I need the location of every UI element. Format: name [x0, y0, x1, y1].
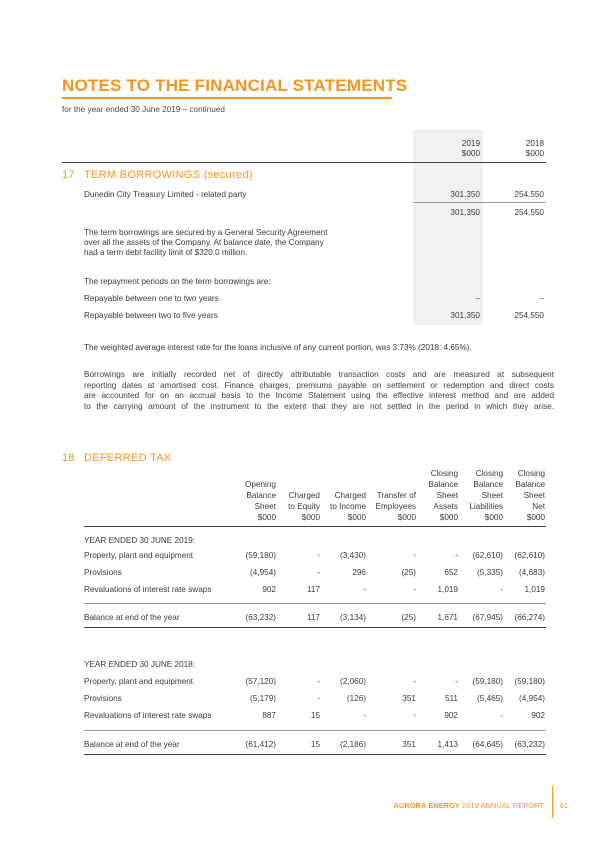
dt-col1-header-l4: Sheet [254, 502, 276, 511]
note17-total-2018: 254,550 [514, 208, 544, 217]
y2018-row2-col3: (126) [346, 694, 366, 703]
policy-line4: to the carrying amount of the instrument to the extent that they are not settled in the period in which they arise. [84, 401, 554, 411]
y2019-row2-col6: (5,335) [477, 568, 503, 577]
y2019-row2-col7: (4,683) [519, 568, 545, 577]
note17-repay-intro: The repayment periods on the term borrowings are: [84, 277, 271, 286]
y2019-row1-col6: (62,610) [472, 551, 503, 560]
y2018-total-col1: (61,412) [245, 740, 276, 749]
footer-separator [552, 786, 553, 818]
y2019-row1-col3: (3,430) [340, 551, 366, 560]
y2018-row2-col1: (5,179) [250, 694, 276, 703]
note17-repay1-2019: – [475, 294, 480, 303]
note17-row1-label: Dunedin City Treasury Limited - related party [84, 190, 247, 199]
y2018-row1-col6: (59,180) [472, 677, 503, 686]
y2018-total-col7: (63,232) [514, 740, 545, 749]
y2019-row1-col7: (62,610) [514, 551, 545, 560]
page-title: NOTES TO THE FINANCIAL STATEMENTS [62, 76, 408, 95]
dt-col2-header-l4: to Equity [288, 502, 320, 511]
note17-row1-2019: 301,350 [450, 190, 480, 199]
dt-col7-header-l5: $000 [526, 513, 545, 522]
dt-2019-heading: YEAR ENDED 30 JUNE 2019: [84, 536, 196, 545]
y2018-row3-col6: - [500, 711, 503, 720]
dt-col1-header-l2: Opening [245, 480, 276, 489]
footer-report-name [380, 801, 544, 810]
y2018-row1-col5: - [455, 677, 458, 686]
y2018-row3-col7: 902 [531, 711, 545, 720]
y2019-row1-col4: - [413, 551, 416, 560]
colhead-rule [62, 162, 546, 163]
y2018-total-label: Balance at end of the year [84, 740, 180, 749]
y2019-row1-col5: - [455, 551, 458, 560]
note17-repay2-2018: 254,550 [514, 311, 544, 320]
y2018-row2-col6: (5,465) [477, 694, 503, 703]
dt-col7-header-l4: Net [532, 502, 545, 511]
y2018-row3-col3: - [363, 711, 366, 720]
y2019-row2-col5: 652 [444, 568, 458, 577]
colhead-2018-year: 2018 [525, 139, 544, 148]
y2019-total-col1: (63,232) [245, 613, 276, 622]
note17-security-line1: The term borrowings are secured by a General Security Agreement [84, 228, 328, 237]
dt-col7-header-l2: Balance [515, 480, 545, 489]
dt-col1-header-l3: Balance [246, 491, 276, 500]
note18-title: DEFERRED TAX [84, 452, 172, 464]
dt-2018-total-rule [84, 754, 546, 755]
note17-repay2-2019: 301,350 [450, 311, 480, 320]
y2019-total-col7: (66,274) [514, 613, 545, 622]
dt-col2-header-l3: Charged [288, 491, 320, 500]
dt-col2-header-l5: $000 [301, 513, 320, 522]
note17-policy-paragraph [84, 370, 554, 412]
y2019-total-col5: 1,671 [437, 613, 458, 622]
dt-2019-total-rule [84, 627, 546, 628]
y2018-row2-col2: - [317, 694, 320, 703]
y2019-total-col3: (3,134) [340, 613, 366, 622]
y2018-row2-label: Provisions [84, 694, 122, 703]
y2018-total-col6: (64,645) [472, 740, 503, 749]
y2018-total-col3: (2,186) [340, 740, 366, 749]
dt-col3-header-l4: to Income [330, 502, 366, 511]
dt-col3-header-l3: Charged [334, 491, 366, 500]
policy-line1: Borrowings are initially recorded net of directly attributable transaction costs and are measured at subsequent [84, 370, 554, 379]
y2018-row2-col5: 511 [444, 694, 458, 703]
dt-col6-header-l3: Sheet [481, 491, 503, 500]
y2018-row1-col1: (57,120) [245, 677, 276, 686]
y2018-row1-col2: - [317, 677, 320, 686]
note17-security-line3: had a term debt facility limit of $320.0 million. [84, 248, 248, 257]
dt-col5-header-l1: Closing [430, 469, 458, 478]
y2019-row3-col1: 902 [262, 585, 276, 594]
y2018-row3-col2: 15 [310, 711, 320, 720]
note17-sub-rule [413, 202, 546, 203]
y2019-row3-col7: 1,019 [524, 585, 545, 594]
page-subtitle: for the year ended 30 June 2019 – continued [62, 105, 225, 114]
dt-col6-header-l4: Liabilities [469, 502, 503, 511]
y2019-row1-col2: - [317, 551, 320, 560]
note17-title: TERM BORROWINGS (secured) [84, 169, 253, 181]
dt-col5-header-l5: $000 [439, 513, 458, 522]
note18-number: 18 [62, 452, 75, 464]
dt-col7-header-l1: Closing [517, 469, 545, 478]
title-underline [62, 97, 392, 99]
note17-repay1-label: Repayable between one to two years [84, 294, 219, 303]
y2019-row2-col1: (4,954) [250, 568, 276, 577]
colhead-2019-year: 2019 [461, 139, 480, 148]
y2019-row3-label: Revaluations of interest rate swaps [84, 585, 212, 594]
y2019-row3-col4: - [413, 585, 416, 594]
y2019-row3-col6: - [500, 585, 503, 594]
y2018-total-col4: 351 [402, 740, 416, 749]
y2018-row1-col3: (2,060) [340, 677, 366, 686]
dt-col4-header-l3: Transfer of [376, 491, 416, 500]
y2018-row2-col4: 351 [402, 694, 416, 703]
dt-col4-header-l4: Employees [375, 502, 416, 511]
dt-col1-header-l5: $000 [257, 513, 276, 522]
y2018-row3-col1: 887 [262, 711, 276, 720]
note17-total-2019: 301,350 [450, 208, 480, 217]
note17-rate-text: The weighted average interest rate for the loans inclusive of any current portion, was 3.73% (2018: 4.65%). [84, 343, 472, 352]
dt-col5-header-l2: Balance [428, 480, 458, 489]
policy-line3: are accounted for on an accrual basis to the Income Statement using the effective interest method and are added [84, 391, 554, 401]
y2019-row2-col2: - [317, 568, 320, 577]
note17-repay2-label: Repayable between two to five years [84, 311, 218, 320]
dt-col5-header-l3: Sheet [436, 491, 458, 500]
dt-col3-header-l5: $000 [347, 513, 366, 522]
dt-col6-header-l1: Closing [475, 469, 503, 478]
dt-col6-header-l5: $000 [484, 513, 503, 522]
dt-col6-header-l2: Balance [473, 480, 503, 489]
y2018-row1-col7: (59,180) [514, 677, 545, 686]
y2019-row2-col3: 296 [352, 568, 366, 577]
y2018-row2-col7: (4,954) [519, 694, 545, 703]
y2018-row3-col4: - [413, 711, 416, 720]
y2019-total-col6: (67,945) [472, 613, 503, 622]
y2019-row2-label: Provisions [84, 568, 122, 577]
colhead-2019-unit: $000 [461, 149, 480, 158]
note17-row1-2018: 254,550 [514, 190, 544, 199]
y2019-row3-col3: - [363, 585, 366, 594]
page-number: 61 [560, 801, 568, 810]
y2019-row3-col5: 1,019 [437, 585, 458, 594]
dt-col4-header-l5: $000 [397, 513, 416, 522]
y2018-total-col5: 1,413 [437, 740, 458, 749]
y2019-row2-col4: (25) [401, 568, 416, 577]
dt-col5-header-l4: Assets [433, 502, 458, 511]
dt-2018-pre-total-rule [84, 730, 546, 731]
y2019-row1-label: Property, plant and equipment [84, 551, 194, 560]
colhead-2018-unit: $000 [525, 149, 544, 158]
y2019-row3-col2: 117 [306, 585, 320, 594]
y2019-row1-col1: (59,180) [245, 551, 276, 560]
note17-repay1-2018: – [539, 294, 544, 303]
y2018-total-col2: 15 [310, 740, 320, 749]
footer-report-label: 2019 ANNUAL REPORT [459, 801, 544, 810]
y2018-row3-label: Revaluations of interest rate swaps [84, 711, 212, 720]
dt-col7-header-l3: Sheet [523, 491, 545, 500]
y2018-row1-col4: - [413, 677, 416, 686]
note17-security-line2: over all the assets of the Company. At balance date, the Company [84, 238, 324, 247]
footer-brand: AURORA ENERGY [393, 801, 460, 810]
dt-2018-heading: YEAR ENDED 30 JUNE 2018: [84, 660, 196, 669]
y2019-total-col2: 117 [306, 613, 320, 622]
y2018-row1-label: Property, plant and equipment [84, 677, 194, 686]
y2019-total-label: Balance at end of the year [84, 613, 180, 622]
y2018-row3-col5: 902 [444, 711, 458, 720]
y2019-total-col4: (25) [401, 613, 416, 622]
note17-number: 17 [62, 169, 75, 181]
dt-header-rule [84, 526, 546, 527]
dt-2019-pre-total-rule [84, 603, 546, 604]
policy-line2: reporting dates at amortised cost. Finance charges, premiums payable on settlement or redemption and direct costs [84, 380, 554, 390]
